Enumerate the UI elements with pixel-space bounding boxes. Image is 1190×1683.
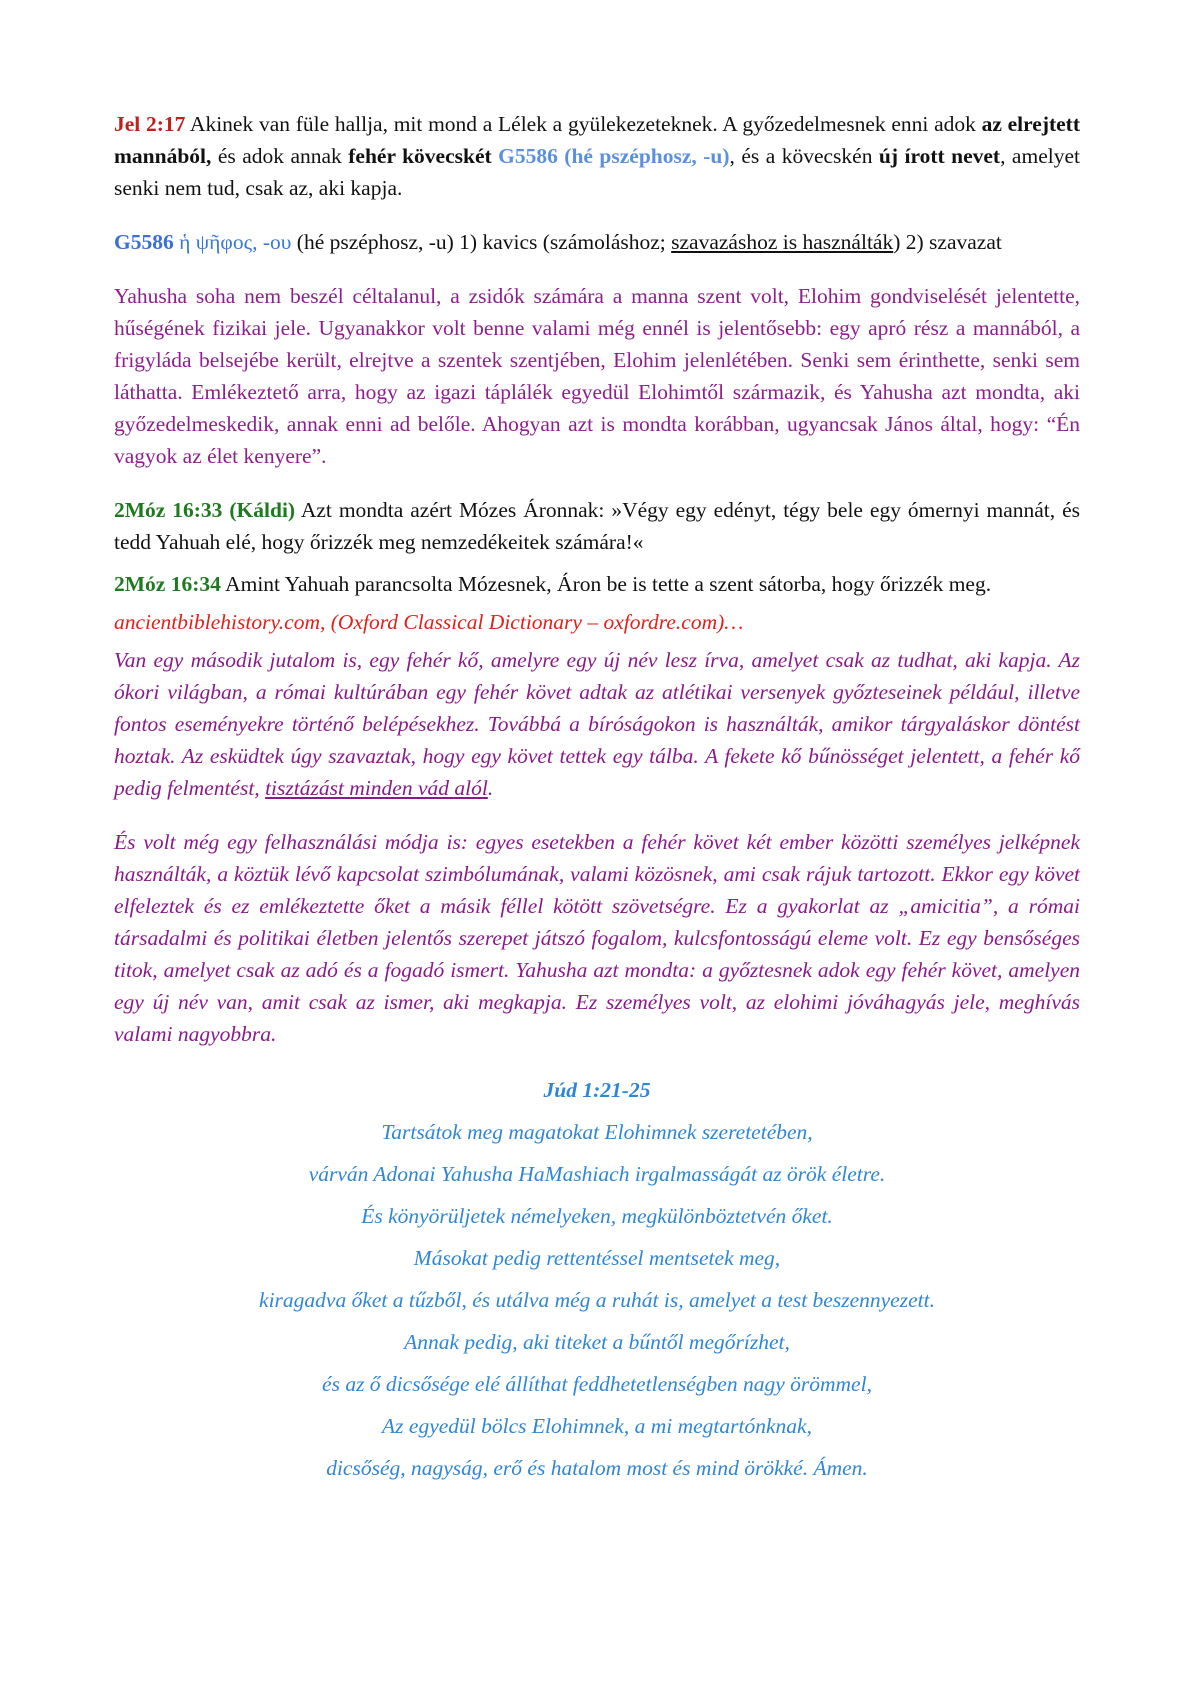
verse-paragraph-jel [114, 108, 1080, 204]
poem-line: Az egyedül bölcs Elohimnek, a mi megtartónknak, [382, 1414, 812, 1438]
commentary-underlined: tisztázást minden vád alól [265, 776, 488, 800]
poem-line: kiragadva őket a tűzből, és utálva még a ruhát is, amelyet a test beszennyezett. [259, 1288, 935, 1312]
commentary-white-stone [114, 644, 1080, 804]
verse-reference: Jel 2:17 [114, 112, 186, 136]
verse-paragraph-exodus-33 [114, 494, 1080, 558]
verse-text: és adok annak [211, 144, 349, 168]
commentary-text: Van egy második jutalom is, egy fehér kő, amelyre egy új név lesz írva, amelyet csak az tudhat, aki kapja. Az ókori világban, a római kultúrában egy fehér követ adtak az atlétikai versenyek győzteseinek például, illetve fontos eseményekre történő belépésekhez. Továbbá a bíróságokon is használták, amikor tárgyaláskor döntést hoztak. Az esküdtek úgy szavaztak, hogy egy követ tettek egy tálba. A fekete kő bűnösséget jelentett, a fehér kő pedig felmentést, [114, 648, 1080, 800]
commentary-paragraph: Yahusha soha nem beszél céltalanul, a zsidók számára a manna szent volt, Elohim gondviselését jelentette, hűségének fizikai jele. Ugyanakkor volt benne valami még ennél is jelentősebb: egy apró rész a mannából, a frigyláda belsejébe került, elrejtve a szentek szentjében, Elohim jelenlétében. Senki sem érinthette, senki sem láthatta. Emlékeztető arra, hogy az igazi táplálék egyedül Elohimtől származik, és Yahusha azt mondta, aki győzedelmeskedik, annak enni ad belőle. Ahogyan azt is mondta korábban, ugyancsak János által, hogy: “Én vagyok az élet kenyere”. [114, 284, 1080, 468]
strong-code: G5586 [114, 230, 174, 254]
poem-line: dicsőség, nagyság, erő és hatalom most és mind örökké. Ámen. [326, 1456, 868, 1480]
greek-word: ἡ ψῆφος, -ου [173, 230, 292, 254]
source-citation: ancientbiblehistory.com, (Oxford Classical Dictionary – oxfordre.com)… [114, 610, 744, 634]
verse-text: , és a kövecskén [729, 144, 879, 168]
poem-title: Júd 1:21-25 [543, 1078, 651, 1102]
strong-definition [114, 226, 1080, 258]
commentary-text: . [487, 776, 494, 800]
poem-line: És könyörüljetek némelyeken, megkülönböztetvén őket. [361, 1204, 833, 1228]
verse-reference: 2Móz 16:33 (Káldi) [114, 498, 296, 522]
verse-reference: 2Móz 16:34 [114, 572, 221, 596]
definition-text: (hé pszéphosz, -u) 1) kavics (számoláshoz; [291, 230, 672, 254]
definition-underlined: szavazáshoz is használták [671, 230, 894, 254]
verse-text: , amelyet senki nem tud, csak az, aki kapja. [114, 144, 1080, 200]
poem-line: Tartsátok meg magatokat Elohimnek szeretetében, [381, 1120, 813, 1144]
poem-line: Annak pedig, aki titeket a bűntől megőrízhet, [404, 1330, 790, 1354]
commentary-amicitia: És volt még egy felhasználási módja is: egyes esetekben a fehér követ két ember közötti személyes jelképnek használták, a köztük lévő kapcsolat szimbólumának, valami közösnek, ami csak rájuk tartozott. Ekkor egy követ elfeleztek és ez emlékeztette őket a másik féllel kötött szövetségre. Ez a gyakorlat az „amicitia”, a római társadalmi és politikai életben jelentős szerepet játszó fogalom, kulcsfontosságú eleme volt. Ez egy bensőséges titok, amelyet csak az adó és a fogadó ismert. Yahusha azt mondta: a győztesnek adok egy fehér követ, amelyen egy új név van, amit csak az ismer, aki megkapja. Ez személyes volt, az elohimi jóváhagyás jele, meghívás valami nagyobbra. [114, 830, 1080, 1046]
definition-text: ) 2) szavazat [893, 230, 1002, 254]
verse-emphasis: új írott nevet [878, 144, 1001, 168]
poem-block [114, 1074, 1080, 1484]
verse-text: Amint Yahuah parancsolta Mózesnek, Áron be is tette a szent sátorba, hogy őrizzék meg. [220, 572, 992, 596]
poem-line: várván Adonai Yahusha HaMashiach irgalmasságát az örök életre. [308, 1162, 886, 1186]
strong-number: G5586 (hé pszéphosz, -u) [491, 144, 730, 168]
poem-line: Másokat pedig rettentéssel mentsetek meg, [413, 1246, 781, 1270]
verse-emphasis: fehér kövecskét [348, 144, 492, 168]
poem-line: és az ő dicsősége elé állíthat feddhetetlenségben nagy örömmel, [322, 1372, 872, 1396]
verse-paragraph-exodus-34 [114, 568, 1080, 600]
verse-text: Akinek van füle hallja, mit mond a Lélek a gyülekezeteknek. A győzedelmesnek enni adok [185, 112, 982, 136]
verse-text: Azt mondta azért Mózes Áronnak: »Végy egy edényt, tégy bele egy ómernyi mannát, és tedd Yahuah elé, hogy őrizzék meg nemzedékeitek számára!« [114, 498, 1080, 554]
document-page [114, 108, 1080, 1484]
verse-emphasis: az elrejtett mannából, [114, 112, 1080, 168]
